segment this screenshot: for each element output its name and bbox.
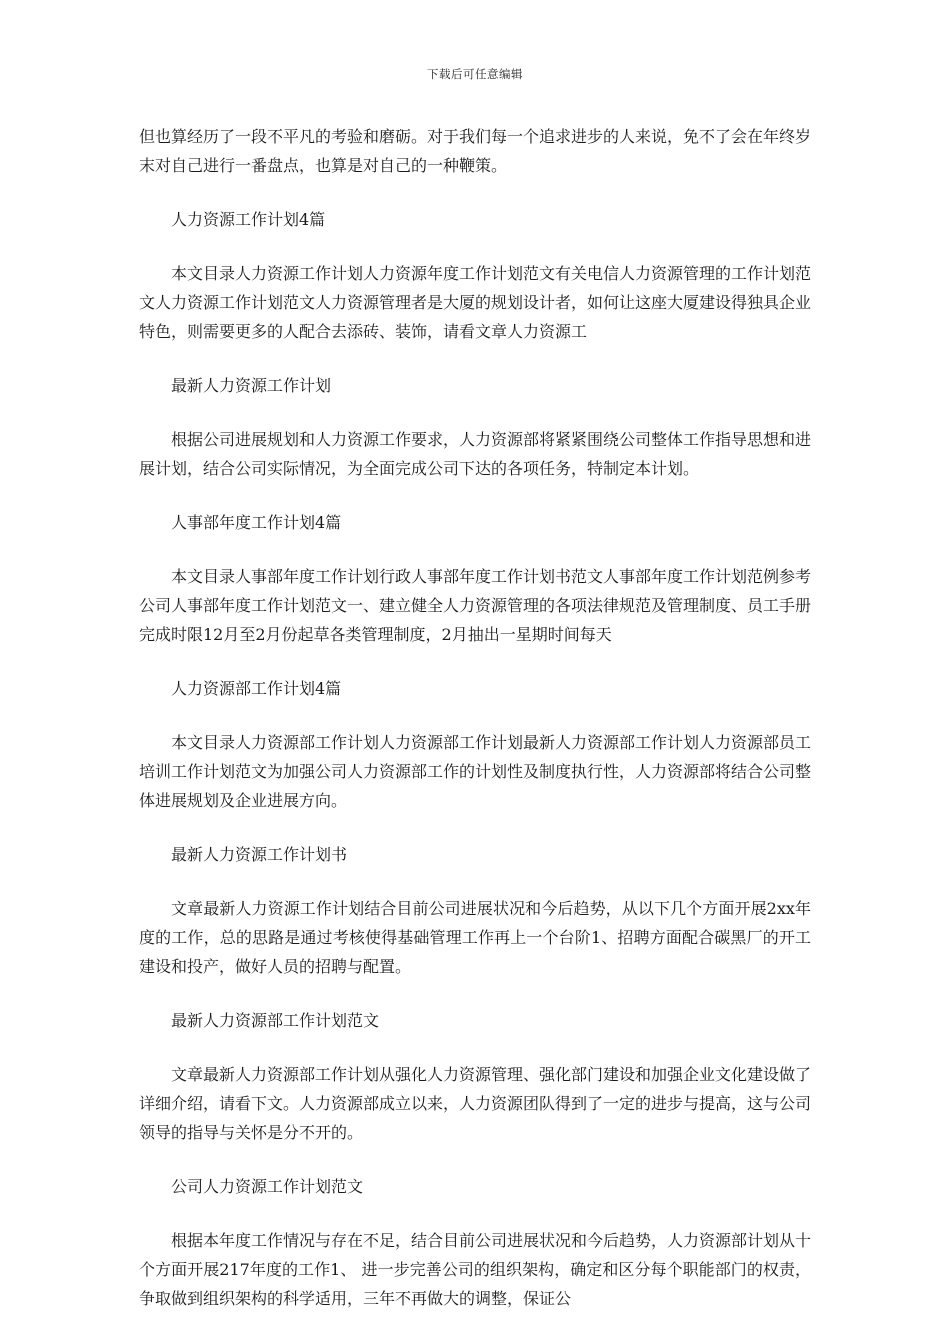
document-body xyxy=(139,122,811,1338)
section-heading: 人力资源部工作计划4篇 xyxy=(171,679,342,698)
paragraph: 本文目录人事部年度工作计划行政人事部年度工作计划书范文人事部年度工作计划范例参考公司人事部年度工作计划范文一、建立健全人力资源管理的各项法律规范及管理制度、员工手册完成时限12月至2月份起草各类管理制度，2月抽出一星期时间每天 xyxy=(139,567,812,644)
section-heading: 最新人力资源部工作计划范文 xyxy=(171,1011,380,1030)
section-heading: 最新人力资源工作计划书 xyxy=(171,845,348,864)
page-header: 下载后可任意编辑 xyxy=(427,67,523,81)
paragraph: 本文目录人力资源工作计划人力资源年度工作计划范文有关电信人力资源管理的工作计划范文人力资源工作计划范文人力资源管理者是大厦的规划设计者，如何让这座大厦建设得独具企业特色，则需要更多的人配合去添砖、装饰，请看文章人力资源工 xyxy=(139,264,812,341)
paragraph: 本文目录人力资源部工作计划人力资源部工作计划最新人力资源部工作计划人力资源部员工培训工作计划范文为加强公司人力资源部工作的计划性及制度执行性，人力资源部将结合公司整体进展规划及企业进展方向。 xyxy=(139,733,812,810)
paragraph: 文章最新人力资源工作计划结合目前公司进展状况和今后趋势，从以下几个方面开展2xx年度的工作，总的思路是通过考核使得基础管理工作再上一个台阶1、招聘方面配合碳黑厂的开工建设和投产，做好人员的招聘与配置。 xyxy=(139,899,811,976)
section-heading: 人力资源工作计划4篇 xyxy=(171,210,326,229)
paragraph: 根据公司进展规划和人力资源工作要求，人力资源部将紧紧围绕公司整体工作指导思想和进展计划，结合公司实际情况，为全面完成公司下达的各项任务，特制定本计划。 xyxy=(139,430,812,478)
section-heading: 公司人力资源工作计划范文 xyxy=(171,1177,364,1196)
paragraph: 根据本年度工作情况与存在不足，结合目前公司进展状况和今后趋势，人力资源部计划从十个方面开展217年度的工作1、 进一步完善公司的组织架构，确定和区分每个职能部门的权责，争取做到组织架构的科学适用，三年不再做大的调整，保证公 xyxy=(139,1231,812,1308)
paragraph-intro: 但也算经历了一段不平凡的考验和磨砺。对于我们每一个追求进步的人来说，免不了会在年终岁末对自己进行一番盘点，也算是对自己的一种鞭策。 xyxy=(139,127,812,175)
section-heading: 最新人力资源工作计划 xyxy=(171,376,332,395)
section-heading: 人事部年度工作计划4篇 xyxy=(171,513,342,532)
paragraph: 文章最新人力资源部工作计划从强化人力资源管理、强化部门建设和加强企业文化建设做了详细介绍，请看下文。人力资源部成立以来，人力资源团队得到了一定的进步与提高，这与公司领导的指导与关怀是分不开的。 xyxy=(139,1065,812,1142)
